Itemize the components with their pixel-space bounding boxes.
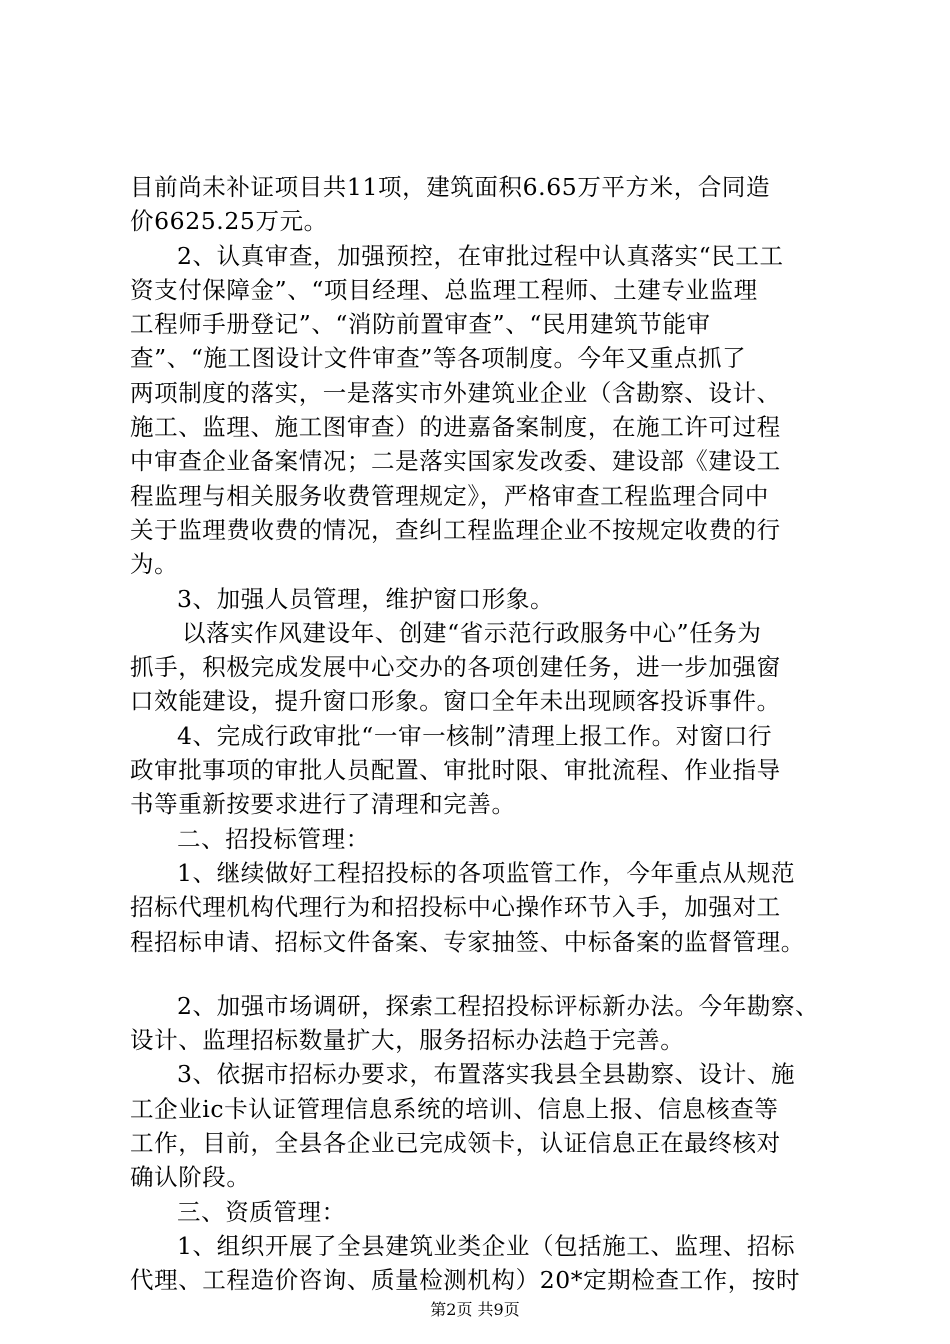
- page-footer: [0, 1300, 950, 1320]
- document-body: [130, 170, 830, 1298]
- paragraph-line: 4、完成行政审批“一审一核制”清理上报工作。对窗口行: [177, 721, 773, 750]
- paragraph-line: 政审批事项的审批人员配置、审批时限、审批流程、作业指导: [130, 756, 781, 785]
- paragraph-line: 确认阶段。: [130, 1163, 251, 1192]
- section-heading: 三、资质管理：: [177, 1197, 346, 1226]
- paragraph-line: 2、认真审查，加强预控，在审批过程中认真落实“民工工: [177, 241, 784, 270]
- paragraph-line: 关于监理费收费的情况，查纠工程监理企业不按规定收费的行: [130, 515, 781, 544]
- paragraph-line: 1、组织开展了全县建筑业类企业（包括施工、监理、招标: [177, 1231, 796, 1260]
- paragraph-line: 中审查企业备案情况；二是落实国家发改委、建设部《建设工: [130, 447, 781, 476]
- paragraph-line: 以落实作风建设年、创建“省示范行政服务中心”任务为: [182, 618, 762, 647]
- paragraph-line: 1、继续做好工程招投标的各项监管工作，今年重点从规范: [177, 858, 796, 887]
- paragraph-line: 3、加强人员管理，维护窗口形象。: [177, 584, 555, 613]
- paragraph-line: 资支付保障金”、“项目经理、总监理工程师、土建专业监理: [130, 275, 758, 304]
- paragraph-line: 3、依据市招标办要求，布置落实我县全县勘察、设计、施: [177, 1060, 796, 1089]
- page-number-label: 第2页 共9页: [430, 1300, 520, 1319]
- paragraph-line: 目前尚未补证项目共11项，建筑面积6.65万平方米，合同造: [130, 173, 771, 201]
- paragraph-line: 程招标申请、招标文件备案、专家抽签、中标备案的监督管理。: [130, 927, 805, 956]
- paragraph-line: 工程师手册登记”、“消防前置审查”、“民用建筑节能审: [130, 310, 711, 339]
- paragraph-gap: [130, 959, 830, 989]
- paragraph-line: 工企业ic卡认证管理信息系统的培训、信息上报、信息核查等: [130, 1094, 779, 1123]
- section-heading: 二、招投标管理：: [177, 824, 370, 853]
- paragraph-line: 抓手，积极完成发展中心交办的各项创建任务，进一步加强窗: [130, 653, 781, 682]
- paragraph-line: 查”、“施工图设计文件审查”等各项制度。今年又重点抓了: [130, 344, 747, 373]
- paragraph-line: 两项制度的落实，一是落实市外建筑业企业（含勘察、设计、: [130, 378, 781, 407]
- paragraph-line: 设计、监理招标数量扩大，服务招标办法趋于完善。: [130, 1026, 685, 1055]
- paragraph-line: 为。: [130, 550, 179, 579]
- paragraph-line: 程监理与相关服务收费管理规定》，严格审查工程监理合同中: [130, 481, 769, 510]
- paragraph-line: 工作，目前，全县各企业已完成领卡，认证信息正在最终核对: [130, 1129, 781, 1158]
- paragraph-line: 书等重新按要求进行了清理和完善。: [130, 790, 516, 819]
- paragraph-line: 招标代理机构代理行为和招投标中心操作环节入手，加强对工: [130, 893, 781, 922]
- paragraph-line: 价6625.25万元。: [130, 207, 328, 236]
- paragraph-line: 口效能建设，提升窗口形象。窗口全年未出现顾客投诉事件。: [130, 687, 781, 716]
- paragraph-line: 施工、监理、施工图审查）的进嘉备案制度，在施工许可过程: [130, 413, 781, 442]
- paragraph-line: 2、加强市场调研，探索工程招投标评标新办法。今年勘察、: [177, 991, 820, 1020]
- paragraph-line: 代理、工程造价咨询、质量检测机构）20*定期检查工作，按时: [130, 1266, 801, 1295]
